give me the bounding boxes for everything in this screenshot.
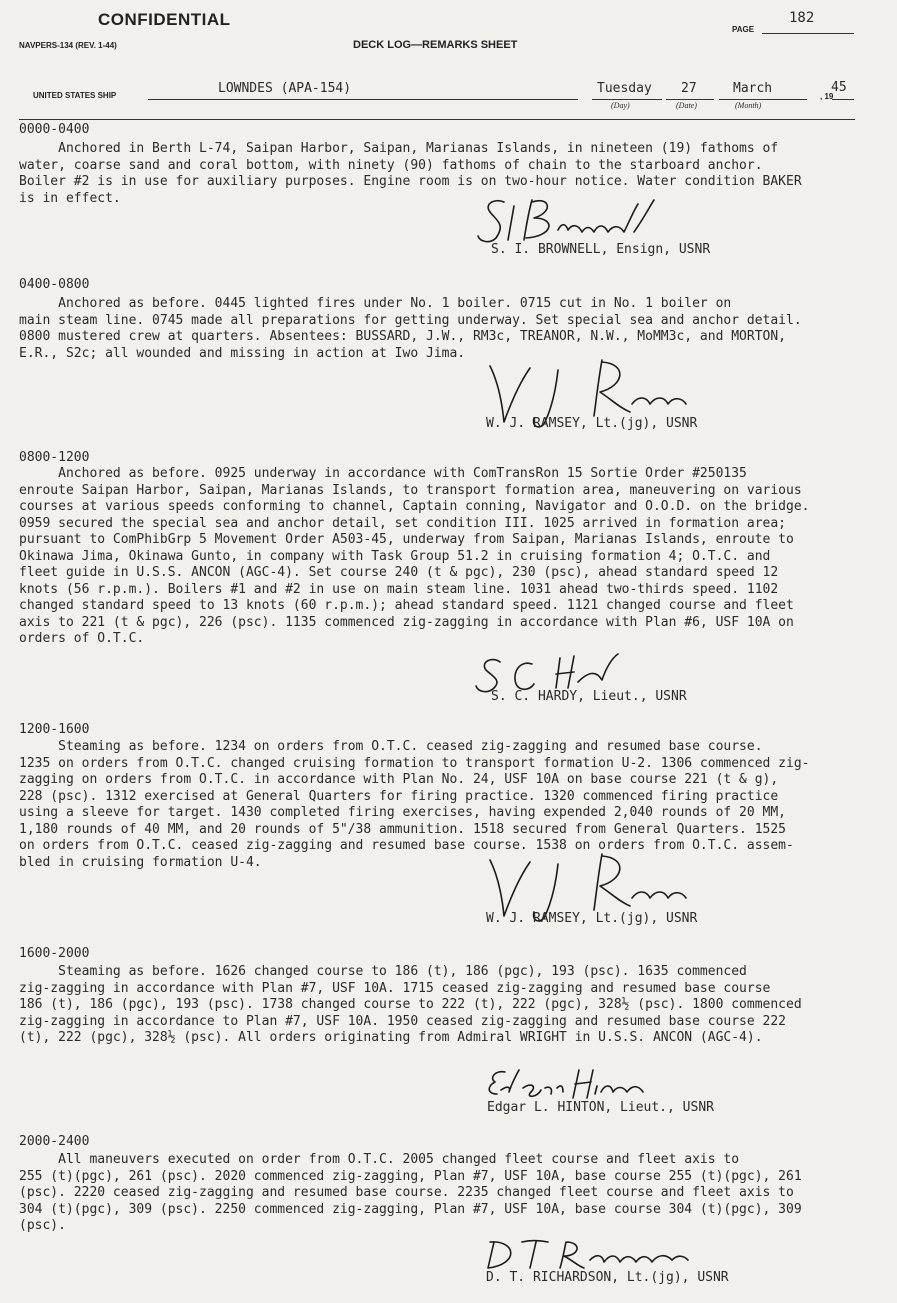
signer-name: S. I. BROWNELL, Ensign, USNR xyxy=(491,242,711,257)
day-line xyxy=(592,99,662,100)
date-value: 27 xyxy=(681,81,697,96)
watch-period: 0800-1200 xyxy=(19,450,90,465)
year-line xyxy=(832,99,854,100)
handwritten-signature xyxy=(483,1064,663,1104)
day-value: Tuesday xyxy=(597,81,652,96)
watch-period: 1600-2000 xyxy=(19,946,90,961)
watch-entry: Steaming as before. 1626 changed course to 186 (t), 186 (pgc), 193 (psc). 1635 commenced zig-zagging in accordance with Plan #7, USF 10A. 1715 ceased zig-zagging and resumed base course 186 (t), 186 (pgc), 193 (psc). 1738 changed course to 222 (t), 222 (pgc), 328½ (psc). 1800 commenced zig-zagging in accordance to Plan #7, USF 10A. 1950 ceased zig-zagging and resumed base course 222 (t), 222 (pgc), 328½ (psc). All orders originating from Admiral WRIGHT in U.S.S. ANCON (AGC-4). xyxy=(19,964,802,1045)
signer-name: D. T. RICHARDSON, Lt.(jg), USNR xyxy=(486,1270,729,1285)
signer-name: S. C. HARDY, Lieut., USNR xyxy=(491,689,687,704)
ship-label: UNITED STATES SHIP xyxy=(33,91,117,100)
month-line xyxy=(719,99,807,100)
sheet-title: DECK LOG—REMARKS SHEET xyxy=(353,39,518,51)
page-number: 182 xyxy=(789,10,815,26)
ship-name-line xyxy=(148,99,578,100)
handwritten-signature xyxy=(480,1234,700,1274)
page-label: PAGE xyxy=(732,25,755,34)
watch-entry: Anchored as before. 0445 lighted fires under No. 1 boiler. 0715 cut in No. 1 boiler on main steam line. 0745 made all preparations for getting underway. Set special sea and anchor detail. 0800 mustered crew at quarters. Absentees: BUSSARD, J.W., RM3c, TREANOR, N.W., MoMM3c, and MORTON, E.R., S2c; all wounded and missing in action at Iwo Jima. xyxy=(19,296,802,361)
page-number-line xyxy=(762,33,854,34)
signer-name: W. J. RAMSEY, Lt.(jg), USNR xyxy=(486,911,698,926)
month-caption: (Month) xyxy=(735,101,762,110)
watch-period: 0400-0800 xyxy=(19,277,90,292)
watch-period: 1200-1600 xyxy=(19,722,90,737)
ship-name: LOWNDES (APA-154) xyxy=(218,81,352,96)
date-line xyxy=(666,99,714,100)
date-caption: (Date) xyxy=(676,101,697,110)
month-value: March xyxy=(733,81,773,96)
day-caption: (Day) xyxy=(611,101,630,110)
header-rule xyxy=(19,119,855,120)
form-number: NAVPERS-134 (REV. 1-44) xyxy=(19,41,117,50)
watch-period: 0000-0400 xyxy=(19,122,90,137)
watch-entry: Steaming as before. 1234 on orders from O.T.C. ceased zig-zagging and resumed base course. 1235 on orders from O.T.C. changed cruising formation to transport formation U-2. 1306 commenced zig- zagging on orders from O.T.C. in accordance with Plan No. 24, USF 10A on base course 221 (t & g), 228 (psc). 1312 exercised at General Quarters for firing practice. 1320 commenced firing practice using a sleeve for target. 1430 completed firing exercises, having expended 2,040 rounds of 20 MM, 1,180 rounds of 40 MM, and 20 rounds of 5"/38 ammunition. 1518 secured from General Quarters. 1525 on orders from O.T.C. ceased zig-zagging and resumed base course. 1538 on orders from O.T.C. assem- bled in cruising formation U-4. xyxy=(19,739,810,870)
watch-entry: Anchored as before. 0925 underway in accordance with ComTransRon 15 Sortie Order #250135 enroute Saipan Harbor, Saipan, Marianas Islands, to transport formation area, maneuvering on various courses at various speeds conforming to channel, Captain conning, Navigator and O.O.D. on the bridge. 0959 secured the special sea and anchor detail, set condition III. 1025 arrived in formation area; pursuant to ComPhibGrp 5 Movement Order A503-45, underway from Saipan, Marianas Islands, enroute to Okinawa Jima, Okinawa Gunto, in company with Task Group 51.2 in cruising formation 4; O.T.C. and fleet guide in U.S.S. ANCON (AGC-4). Set course 240 (t & pgc), 230 (psc), ahead standard speed 12 knots (56 r.p.m.). Boilers #1 and #2 in use on main steam line. 1031 ahead two-thirds speed. 1102 changed standard speed to 13 knots (60 r.p.m.); ahead standard speed. 1121 changed course and fleet axis to 221 (t & pgc), 226 (psc). 1135 commenced zig-zagging in accordance with Plan #6, USF 10A on orders of O.T.C. xyxy=(19,466,810,646)
watch-entry: All maneuvers executed on order from O.T.C. 2005 changed fleet course and fleet axis to 255 (t)(pgc), 261 (psc). 2020 commenced zig-zagging, Plan #7, USF 10A, base course 255 (t)(pgc), 261 (psc). 2220 ceased zig-zagging and resumed base course. 2235 changed fleet course and fleet axis to 304 (t)(pgc), 309 (psc). 2250 commenced zig-zagging, Plan #7, USF 10A, base course 304 (t)(pgc), 309 (psc). xyxy=(19,1152,802,1233)
year-prefix: , 19 xyxy=(820,92,834,101)
handwritten-signature xyxy=(474,190,684,250)
watch-entry: Anchored in Berth L-74, Saipan Harbor, Saipan, Marianas Islands, in nineteen (19) fathoms of water, coarse sand and coral bottom, with ninety (90) fathoms of chain to the starboard anchor. Boiler #2 is in use for auxiliary purposes. Engine room is on two-hour notice. Water condition BAKER is in effect. xyxy=(19,141,802,206)
signer-name: W. J. RAMSEY, Lt.(jg), USNR xyxy=(486,416,698,431)
year-value: 45 xyxy=(831,80,847,95)
signer-name: Edgar L. HINTON, Lieut., USNR xyxy=(487,1100,714,1115)
watch-period: 2000-2400 xyxy=(19,1134,90,1149)
confidential-marking: CONFIDENTIAL xyxy=(98,10,231,29)
